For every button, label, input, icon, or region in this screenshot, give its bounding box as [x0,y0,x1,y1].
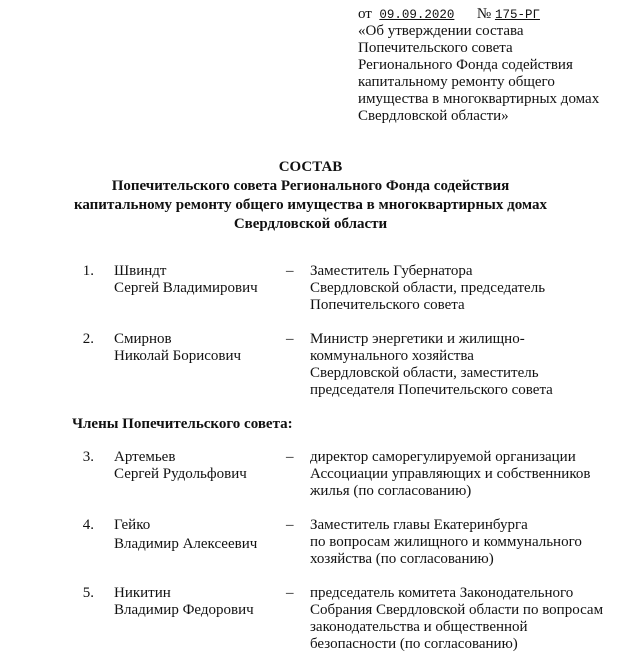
entry-surname: Гейко [114,517,151,533]
header-subject-line-5: имущества в многоквартирных домах [358,91,600,107]
entry-role-line: хозяйства (по согласованию) [310,551,494,567]
entry-role-line: Свердловской области, председатель [310,280,546,296]
entry-dash: – [286,263,294,279]
entry-role-line: коммунального хозяйства [310,348,474,364]
document-title: СОСТАВ [278,159,343,175]
entry-role-line: по вопросам жилищного и коммунального [310,534,582,550]
entry-surname: Смирнов [114,331,172,347]
header-subject-line-4: капитальному ремонту общего [358,74,555,90]
document-subtitle-line-1: Попечительского совета Регионального Фонда содействия [111,178,510,194]
entry-number: 1. [82,263,94,279]
header-subject-line-3: Регионального Фонда содействия [358,57,573,73]
header-date-line [358,6,540,24]
entry-name: Николай Борисович [114,348,242,364]
entry-number: 4. [82,517,94,533]
entry-name: Сергей Владимирович [114,280,258,296]
entry-name: Владимир Федорович [114,602,254,618]
entry-role-line: Министр энергетики и жилищно- [310,331,525,347]
number-prefix: № [476,6,492,22]
entry-role-line: Заместитель Губернатора [310,263,473,279]
entry-surname: Швиндт [114,263,167,279]
header-subject-line-1: «Об утверждении состава [358,23,524,39]
header-subject-line-2: Попечительского совета [358,40,513,56]
date-prefix: от [358,6,372,22]
entry-dash: – [286,331,294,347]
entry-role-line: безопасности (по согласованию) [310,636,518,652]
entry-role-line: жилья (по согласованию) [310,483,472,499]
members-heading: Члены Попечительского совета: [72,416,293,432]
document-subtitle-line-3: Свердловской области [233,216,388,232]
entry-role-line: законодательства и общественной [310,619,528,635]
entry-name: Владимир Алексеевич [114,536,258,552]
entry-role-line: Ассоциации управляющих и собственников [310,466,591,482]
entry-dash: – [286,449,294,465]
entry-dash: – [286,517,294,533]
entry-number: 3. [82,449,94,465]
entry-role-line: председатель комитета Законодательного [310,585,574,601]
entry-surname: Артемьев [114,449,176,465]
entry-number: 2. [82,331,94,347]
entry-dash: – [286,585,294,601]
entry-name: Сергей Рудольфович [114,466,247,482]
document-subtitle-line-2: капитальному ремонту общего имущества в многоквартирных домах [73,197,548,213]
entry-role-line: председателя Попечительского совета [310,382,553,398]
entry-role-line: директор саморегулируемой организации [310,449,576,465]
header-subject-line-6: Свердловской области» [358,108,509,124]
entry-role-line: Собрания Свердловской области по вопросам [310,602,604,618]
number-value: 175-РГ [494,8,540,22]
entry-surname: Никитин [114,585,171,601]
date-value: 09.09.2020 [379,8,455,22]
entry-role-line: Свердловской области, заместитель [310,365,539,381]
entry-number: 5. [82,585,94,601]
entry-role-line: Заместитель главы Екатеринбурга [310,517,528,533]
entry-role-line: Попечительского совета [310,297,465,313]
